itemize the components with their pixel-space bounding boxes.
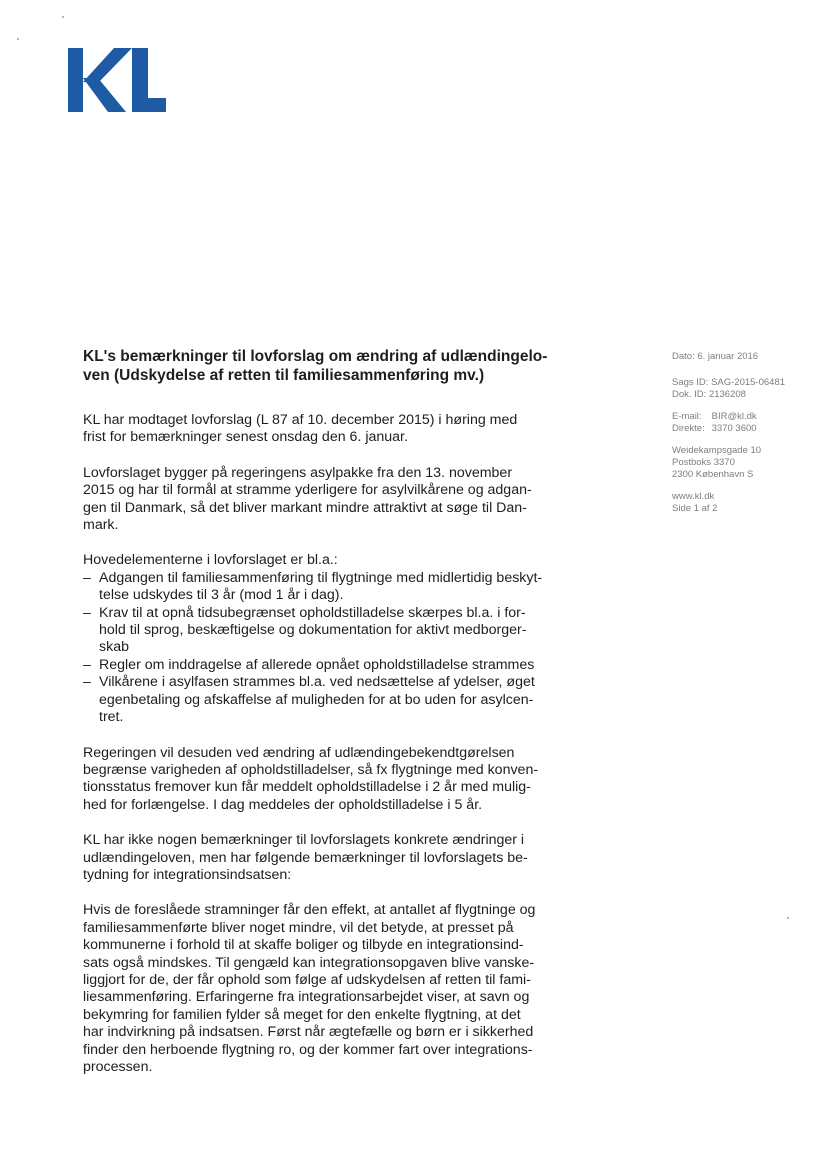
kl-logo: [68, 48, 168, 112]
dash-bullet: –: [83, 674, 91, 691]
bullet-list: [83, 570, 563, 727]
text-line: KL har ikke nogen bemærkninger til lovforslagets konkrete ændringer i: [83, 832, 525, 849]
text-line: udlændingeloven, men har følgende bemærkninger til lovforslagets be-: [83, 849, 528, 866]
text-line: Regeringen vil desuden ved ændring af udlændingebekendtgørelsen: [83, 744, 515, 761]
doc-id: Dok. ID: 2136208: [672, 389, 746, 401]
text-line: Krav til at opnå tidsubegrænset opholdstilladelse skærpes bl.a. i for-: [99, 604, 526, 621]
text-line: Adgangen til familiesammenføring til flygtninge med midlertidig beskyt-: [99, 569, 543, 586]
list-item: [83, 657, 563, 674]
phone-value: 3370 3600: [711, 423, 757, 435]
text-line: sats også mindskes. Til gengæld kan integrationsopgaven blive vanske-: [83, 954, 535, 971]
paragraph: [83, 465, 563, 535]
email-value: BIR@kl.dk: [711, 411, 757, 423]
list-item: [83, 570, 563, 605]
text-line: skab: [99, 639, 129, 656]
paragraph: [83, 745, 563, 815]
text-line: processen.: [83, 1059, 153, 1075]
text-line: tionsstatus fremover kun får meddelt opholdstilladelse i 2 år med mulig-: [83, 779, 531, 796]
paragraph: [83, 832, 563, 884]
title-line: KL's bemærkninger til lovforslag om ændring af udlændingelo-: [83, 348, 548, 365]
text-line: telse udskydes til 3 år (mod 1 år i dag).: [99, 587, 344, 604]
text-line: liggjort for de, der får ophold som følge af udskydelsen af retten til fami-: [83, 971, 531, 988]
website: www.kl.dk: [672, 491, 715, 503]
address-line: Weidekampsgade 10: [672, 445, 762, 457]
text-line: egenbetaling og afskaffelse af muligheden for at bo uden for asylcen-: [99, 691, 534, 708]
dash-bullet: –: [83, 604, 91, 621]
dash-bullet: –: [83, 656, 91, 673]
text-line: tydning for integrationsindsatsen:: [83, 866, 292, 883]
dash-bullet: –: [83, 569, 91, 586]
address-line: 2300 København S: [672, 469, 754, 481]
address-line: Postboks 3370: [672, 457, 735, 469]
list-item: [83, 674, 563, 726]
paragraph: [83, 412, 563, 447]
text-line: Lovforslaget bygger på regeringens asylpakke fra den 13. november: [83, 464, 513, 481]
title-line: ven (Udskydelse af retten til familiesammenføring mv.): [83, 367, 485, 384]
paragraph: [83, 902, 563, 1076]
document-metadata: [672, 351, 822, 525]
text-line: hold til sprog, beskæftigelse og dokumentation for aktivt medborger-: [99, 622, 527, 639]
text-line: Vilkårene i asylfasen strammes bl.a. ved nedsættelse af ydelser, øget: [99, 674, 535, 691]
bullet-section: [83, 552, 563, 726]
document-title: [83, 347, 553, 385]
list-intro: Hovedelementerne i lovforslaget er bl.a.:: [83, 552, 338, 569]
phone-label: Direkte:: [672, 423, 705, 435]
text-line: kommunerne i forhold til at skaffe boliger og tilbyde en integrationsind-: [83, 937, 524, 954]
scan-speck: [62, 16, 64, 18]
date: Dato: 6. januar 2016: [672, 351, 759, 362]
text-line: hed for forlængelse. I dag meddeles der opholdstilladelse i 5 år.: [83, 796, 483, 813]
text-line: KL har modtaget lovforslag (L 87 af 10. december 2015) i høring med: [83, 412, 518, 428]
text-line: mark.: [83, 517, 119, 534]
text-line: gen til Danmark, så det bliver markant mindre attraktivt at søge til Dan-: [83, 499, 527, 516]
list-item: [83, 605, 563, 657]
phone-line: [672, 423, 822, 435]
text-line: 2015 og har til formål at stramme yderligere for asylvilkårene og adgan-: [83, 482, 532, 499]
scan-speck: [17, 38, 19, 40]
text-line: bekymring for familien fylder så meget for den enkelte flygtning, at det: [83, 1006, 521, 1023]
text-line: tret.: [99, 709, 124, 726]
page-number: Side 1 af 2: [672, 503, 718, 515]
email-label: E-mail:: [672, 411, 702, 423]
text-line: liesammenføring. Erfaringerne fra integrationsarbejdet viser, at savn og: [83, 989, 530, 1006]
text-line: begrænse varigheden af opholdstilladelser, så fx flygtninge med konven-: [83, 761, 539, 778]
document-body: [83, 412, 563, 1094]
text-line: finder den herboende flygtning ro, og der kommer fart over integrations-: [83, 1041, 533, 1058]
text-line: familiesammenførte bliver noget mindre, vil det betyde, at presset på: [83, 919, 514, 936]
text-line: Hvis de foreslåede stramninger får den effekt, at antallet af flygtninge og: [83, 902, 536, 919]
text-line: har indvirkning på indsatsen. Først når ægtefælle og børn er i sikkerhed: [83, 1024, 534, 1041]
text-line: Regler om inddragelse af allerede opnået opholdstilladelse strammes: [99, 656, 535, 673]
case-id: Sags ID: SAG-2015-06481: [672, 377, 786, 389]
scan-speck: [787, 917, 789, 919]
text-line: frist for bemærkninger senest onsdag den 6. januar.: [83, 429, 408, 446]
email-line: [672, 411, 822, 423]
